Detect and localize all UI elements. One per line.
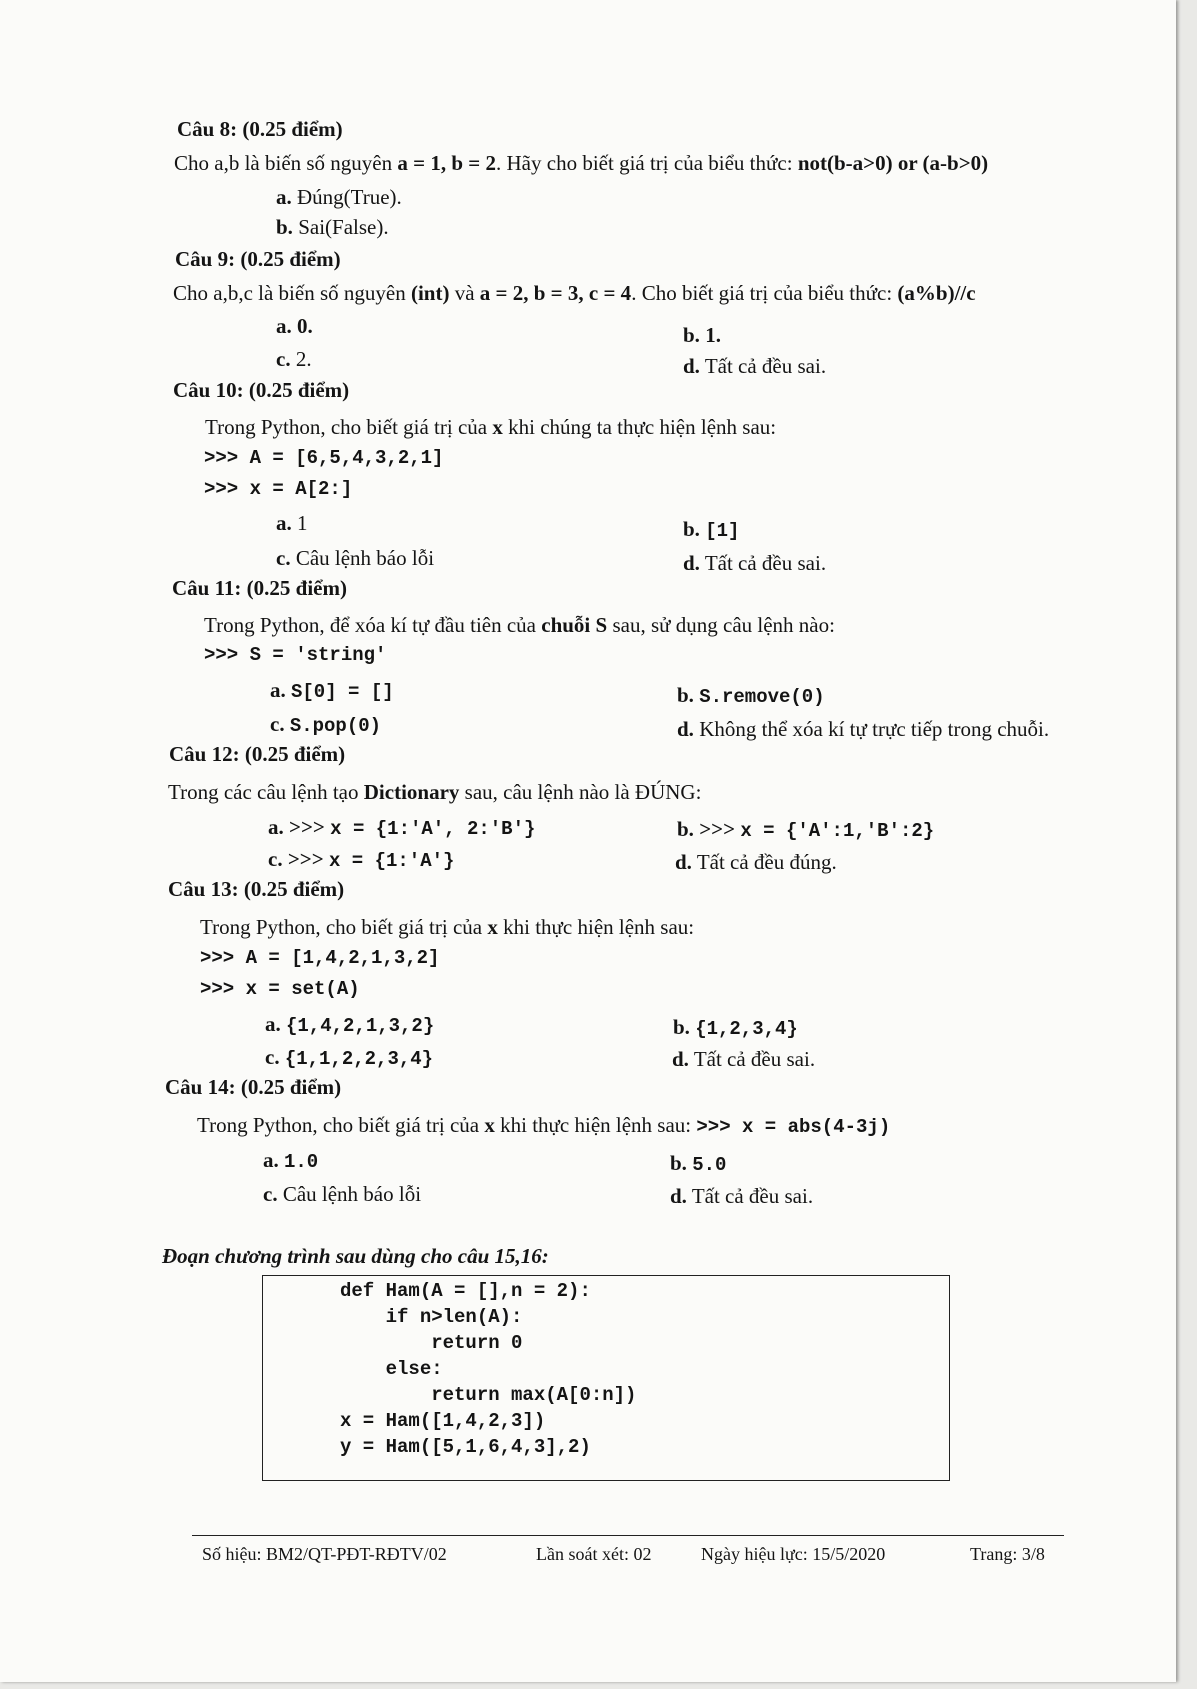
q11-code-line-1: >>> S = 'string' — [204, 644, 387, 666]
q11-option-b: b. S.remove(0) — [677, 683, 825, 708]
q8-option-a: a. Đúng(True). — [276, 185, 402, 209]
footer-divider — [192, 1535, 1064, 1536]
q13-option-b: b. {1,2,3,4} — [673, 1015, 798, 1040]
q12-title: Câu 12: (0.25 điểm) — [169, 742, 346, 766]
code-box — [262, 1275, 950, 1481]
q11-option-c: c. S.pop(0) — [270, 712, 382, 737]
q10-title: Câu 10: (0.25 điểm) — [173, 378, 350, 402]
q14-option-c: c. Câu lệnh báo lỗi — [263, 1182, 422, 1206]
q8-question: Cho a,b là biến số nguyên a = 1, b = 2. Hãy cho biết giá trị của biểu thức: not(b-a>0) or (a-b>0) — [174, 151, 989, 175]
q10-option-b: b. [1] — [683, 517, 740, 542]
program-heading: Đoạn chương trình sau dùng cho câu 15,16: — [162, 1244, 549, 1268]
q10-option-c: c. Câu lệnh báo lỗi — [276, 546, 435, 570]
q13-option-c: c. {1,1,2,2,3,4} — [265, 1045, 434, 1070]
q9-option-c: c. 2. — [276, 347, 312, 371]
footer-revision: Lần soát xét: 02 — [536, 1544, 652, 1564]
q14-question: Trong Python, cho biết giá trị của x khi thực hiện lệnh sau: >>> x = abs(4-3j) — [197, 1113, 891, 1138]
q10-code-line-2: >>> x = A[2:] — [204, 478, 353, 500]
q9-option-a: a. 0. — [276, 314, 313, 338]
q11-question: Trong Python, để xóa kí tự đầu tiên của chuỗi S sau, sử dụng câu lệnh nào: — [204, 613, 835, 637]
q13-option-d: d. Tất cả đều sai. — [672, 1047, 816, 1071]
q13-question: Trong Python, cho biết giá trị của x khi thực hiện lệnh sau: — [200, 915, 695, 939]
q13-code-line-1: >>> A = [1,4,2,1,3,2] — [200, 947, 440, 969]
code-line: return 0 — [340, 1332, 523, 1354]
q14-option-b: b. 5.0 — [670, 1151, 727, 1176]
q12-option-b: b. >>> x = {'A':1,'B':2} — [677, 817, 935, 842]
q11-title: Câu 11: (0.25 điểm) — [172, 576, 347, 600]
code-line: x = Ham([1,4,2,3]) — [340, 1410, 546, 1432]
footer-doc-code: Số hiệu: BM2/QT-PĐT-RĐTV/02 — [202, 1544, 447, 1564]
q9-option-b: b. 1. — [683, 323, 721, 347]
q12-option-a: a. >>> x = {1:'A', 2:'B'} — [268, 815, 536, 840]
q14-option-a: a. 1.0 — [263, 1148, 319, 1173]
q10-option-a: a. 1 — [276, 511, 308, 535]
q12-option-d: d. Tất cả đều đúng. — [675, 850, 837, 874]
q13-code-line-2: >>> x = set(A) — [200, 978, 360, 1000]
q11-option-a: a. S[0] = [] — [270, 678, 394, 703]
q8-title: Câu 8: (0.25 điểm) — [177, 117, 343, 141]
q12-question: Trong các câu lệnh tạo Dictionary sau, câu lệnh nào là ĐÚNG: — [168, 780, 702, 804]
code-line: def Ham(A = [],n = 2): — [340, 1280, 591, 1302]
code-line: return max(A[0:n]) — [340, 1384, 637, 1406]
q8-option-b: b. Sai(False). — [276, 215, 389, 239]
code-line: y = Ham([5,1,6,4,3],2) — [340, 1436, 591, 1458]
code-line: else: — [340, 1358, 443, 1380]
q14-title: Câu 14: (0.25 điểm) — [165, 1075, 342, 1099]
footer-page-number: Trang: 3/8 — [970, 1544, 1045, 1564]
q11-option-d: d. Không thể xóa kí tự trực tiếp trong chuỗi. — [677, 717, 1050, 741]
q9-question: Cho a,b,c là biến số nguyên (int) và a = 2, b = 3, c = 4. Cho biết giá trị của biểu thức: (a%b)//c — [173, 281, 976, 305]
q14-option-d: d. Tất cả đều sai. — [670, 1184, 814, 1208]
q10-question: Trong Python, cho biết giá trị của x khi chúng ta thực hiện lệnh sau: — [205, 415, 777, 439]
q10-code-line-1: >>> A = [6,5,4,3,2,1] — [204, 447, 444, 469]
q9-title: Câu 9: (0.25 điểm) — [175, 247, 341, 271]
footer-effective-date: Ngày hiệu lực: 15/5/2020 — [701, 1544, 886, 1564]
q10-option-d: d. Tất cả đều sai. — [683, 551, 827, 575]
q9-option-d: d. Tất cả đều sai. — [683, 354, 827, 378]
q13-title: Câu 13: (0.25 điểm) — [168, 877, 345, 901]
q12-option-c: c. >>> x = {1:'A'} — [268, 847, 455, 872]
code-line: if n>len(A): — [340, 1306, 523, 1328]
q13-option-a: a. {1,4,2,1,3,2} — [265, 1012, 435, 1037]
